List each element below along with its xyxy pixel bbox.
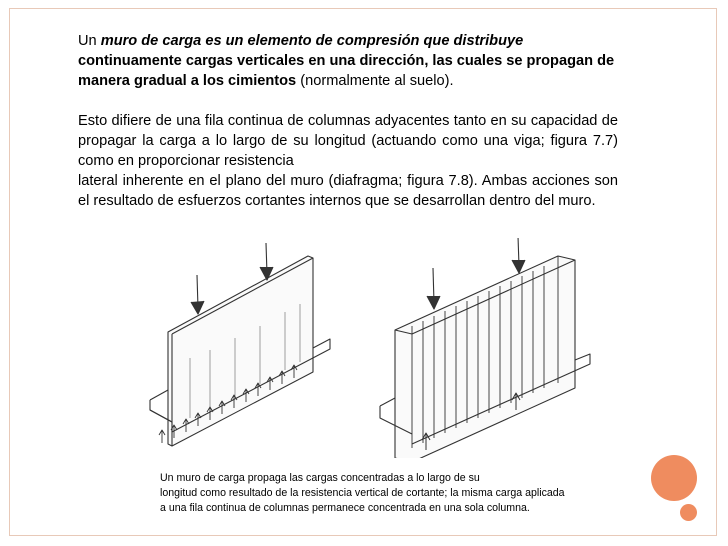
decorative-circle-small [680, 504, 697, 521]
paragraph-emphasis-bold: continuamente cargas verticales en una dirección, las cuales se propagan de manera gradual a los cimientos [78, 53, 615, 89]
paragraph-comparison-part1: Esto difiere de una fila continua de columnas adyacentes tanto en su capacidad de propagar la carga a lo largo de su longitud (actuando como una viga; figura 7.7) como en proporcionar resistencia [78, 113, 618, 169]
figure-caption [160, 471, 620, 516]
paragraph-lead: Un [78, 33, 101, 49]
caption-line: longitud como resultado de la resistencia vertical de cortante; la misma carga aplicada [160, 487, 565, 499]
slide-text [78, 31, 618, 211]
paragraph-emphasis-italic: muro de carga es un elemento de compresión que distribuye [100, 33, 524, 49]
caption-line: a una fila continua de columnas permanece concentrada en una sola columna. [160, 502, 530, 514]
paragraph-definition [78, 31, 618, 91]
bearing-wall-illustration [150, 256, 330, 446]
paragraph-tail: (normalmente al suelo). [296, 73, 454, 89]
decorative-circle-large [651, 455, 697, 501]
paragraph-comparison-part2: lateral inherente en el plano del muro (diafragma; figura 7.8). Ambas acciones son el resultado de esfuerzos cortantes internos que se desarrollan dentro del muro. [78, 173, 618, 209]
paragraph-comparison [78, 111, 618, 211]
caption-line: Un muro de carga propaga las cargas concentradas a lo largo de su [160, 472, 480, 484]
column-row-illustration [380, 256, 590, 458]
wall-figure [140, 238, 610, 458]
